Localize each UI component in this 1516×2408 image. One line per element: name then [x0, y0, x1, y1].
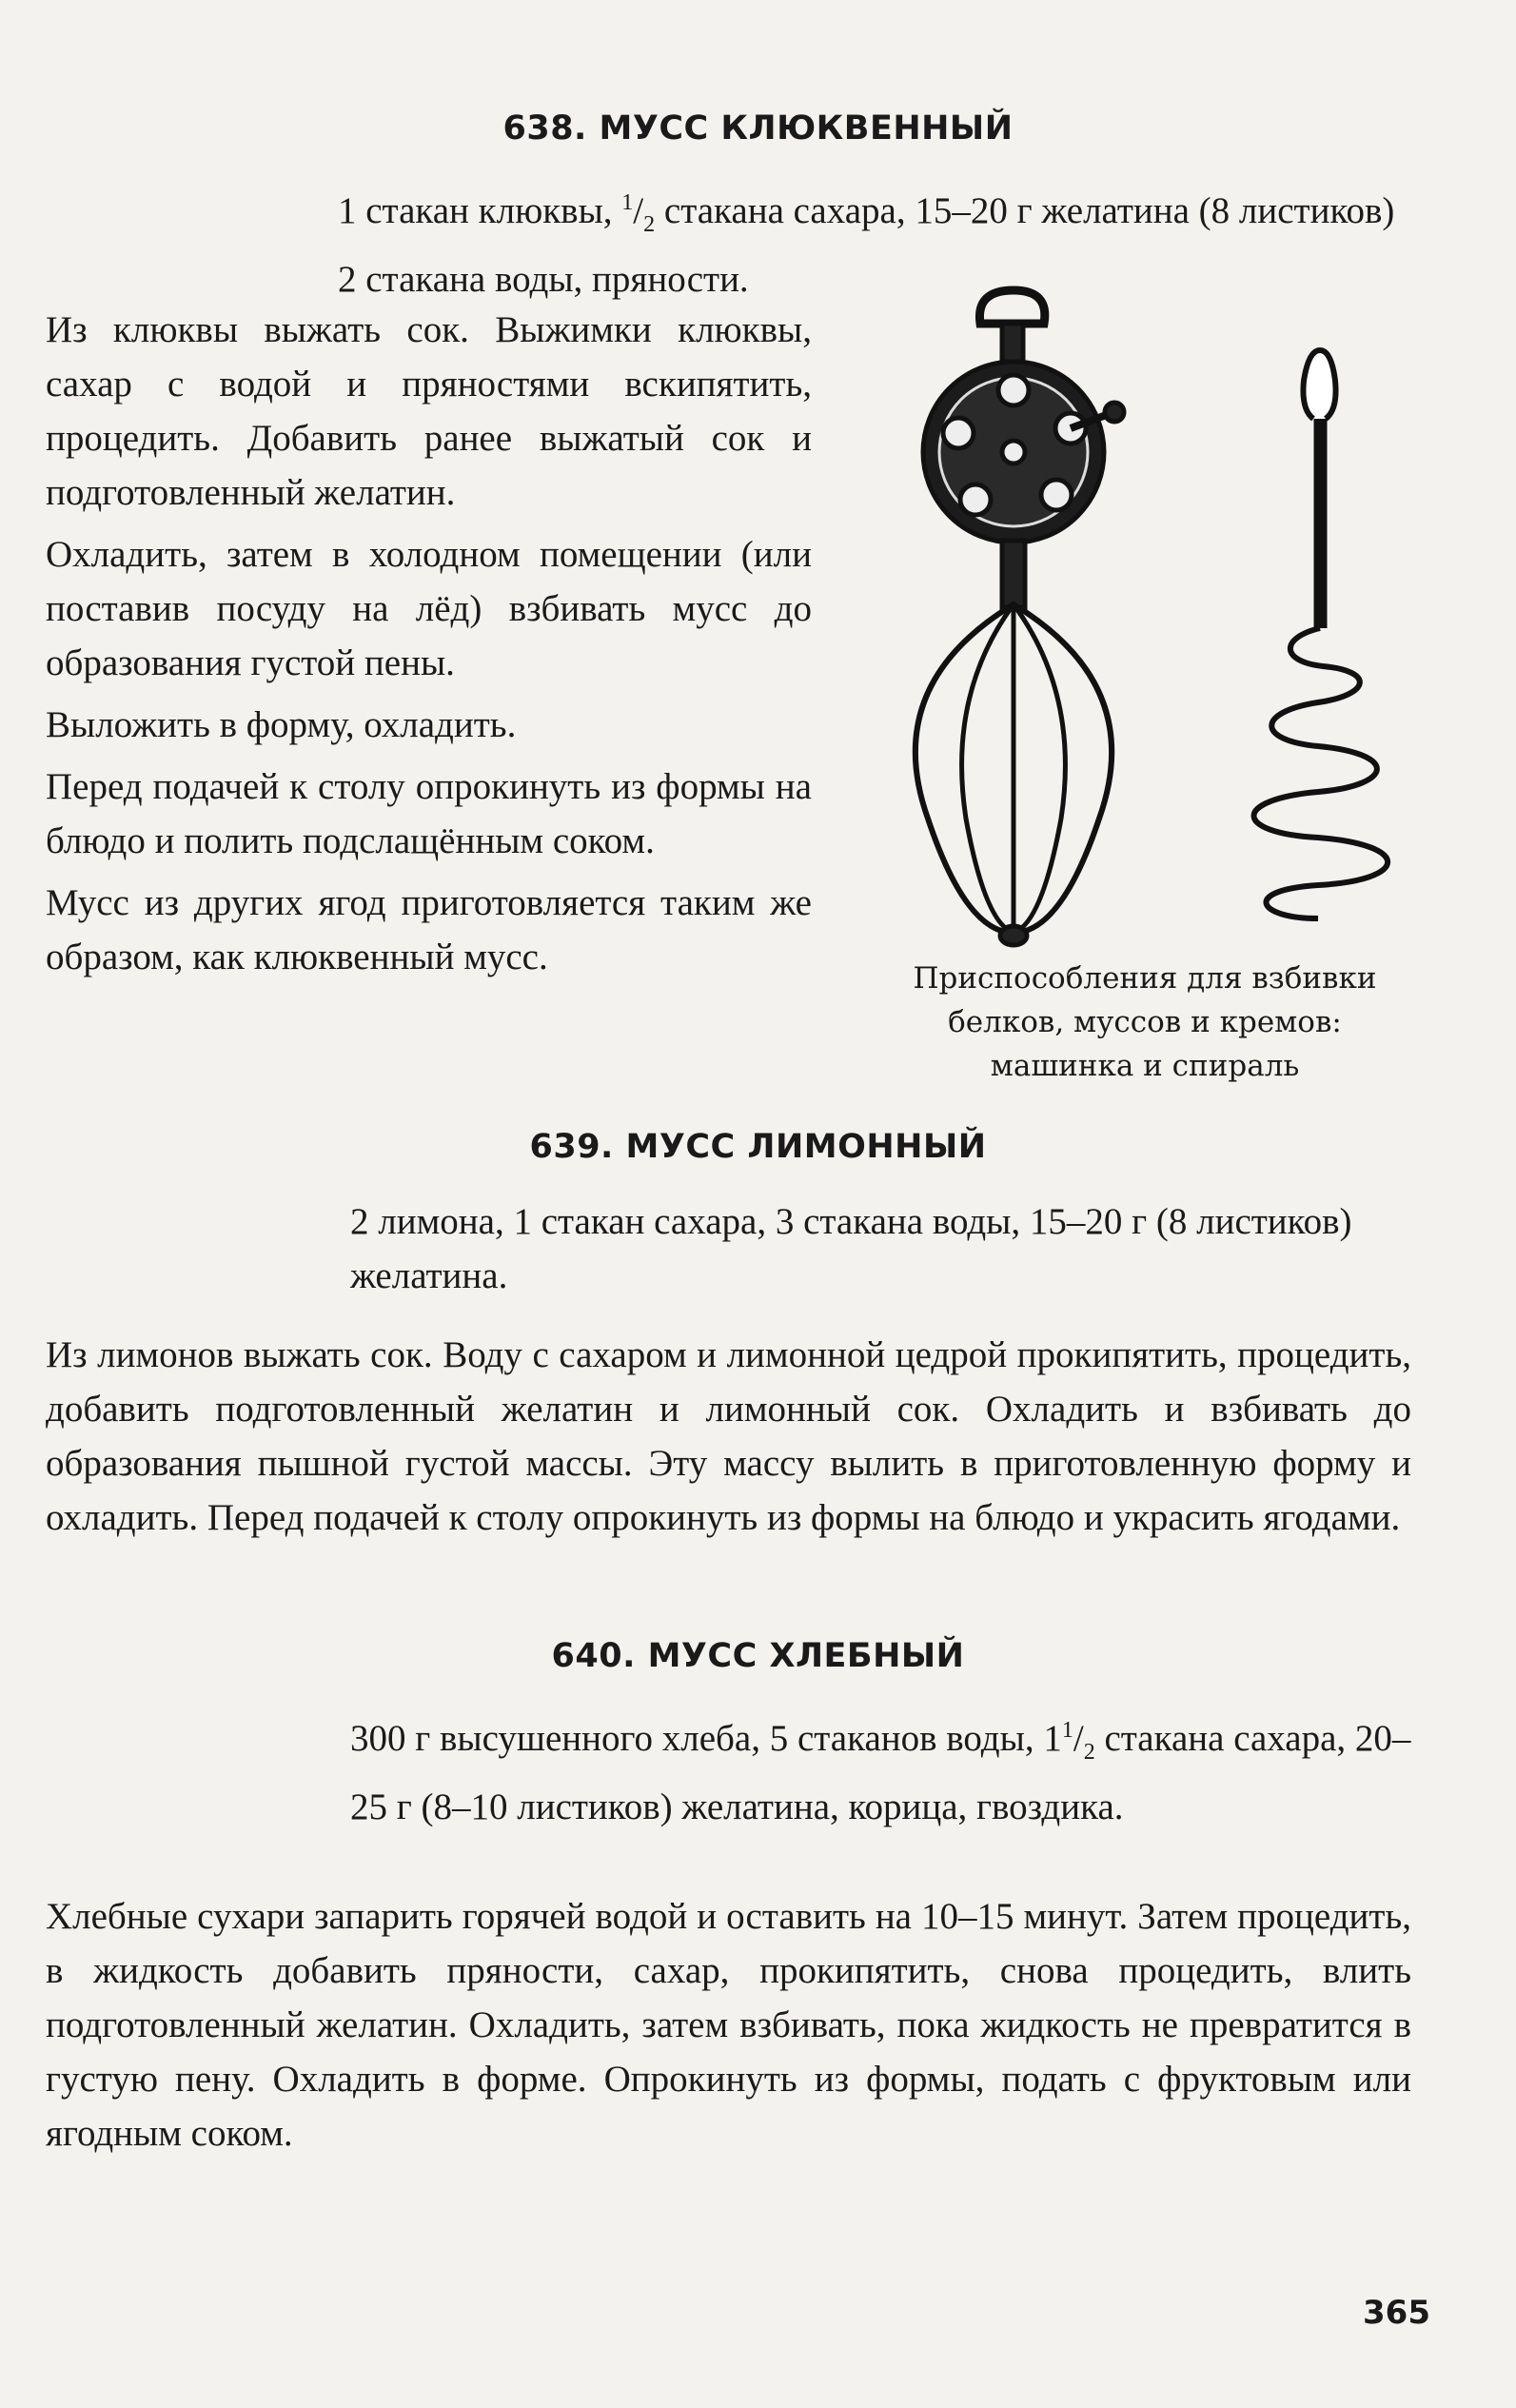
- spiral-whisk-icon: [1254, 350, 1388, 918]
- fraction-numerator: 1: [621, 190, 634, 215]
- recipe-639-title: 639. МУСС ЛИМОННЫЙ: [529, 1128, 987, 1166]
- fraction-numerator: 1: [1061, 1718, 1073, 1743]
- recipe-640-ingredients: 300 г высушенного хлеба, 5 стаканов воды, $1^1/_2$ стакана сахара, 20–25 г (8–10 листиков) желатина, корица, гвоздика.: [350, 1718, 1411, 1827]
- method-paragraph: Выложить в форму, охладить.: [46, 704, 517, 745]
- recipe-640-ingredients-part-b: стакана сахара, 20–25 г (8–10 листиков) желатина, корица, гвоздика.: [350, 1718, 1411, 1827]
- method-paragraph: Мусс из других ягод приготовляется таким же образом, как клюквенный мусс.: [46, 882, 812, 977]
- recipe-638-ingredients-part-a: 1 стакан клюквы,: [338, 190, 622, 231]
- recipe-638-ingredients: 1 стакан клюквы, $^1/_2$ стакана сахара, 15–20 г желатина (8 листиков) 2 стакана воды, пряности.: [338, 190, 1395, 300]
- recipe-640-title: 640. МУСС ХЛЕБНЫЙ: [551, 1637, 965, 1675]
- recipe-638-ingredients-part-b: стакана сахара, 15–20 г желатина (8 листиков) 2 стакана воды, пряности.: [338, 190, 1395, 300]
- whisk-illustration: [880, 286, 1413, 952]
- recipe-639-method: [46, 1328, 1411, 1545]
- fraction-denominator: 2: [643, 211, 656, 237]
- method-paragraph: Из лимонов выжать сок. Воду с сахаром и лимонной цедрой прокипятить, процедить, добавить подготовленный желатин и лимонный сок. Охладить и взбивать до образования пышной густой массы. Эту массу вылить в приготовленную форму и охладить. Перед подачей к столу опрокинуть из формы на блюдо и украсить ягодами.: [46, 1334, 1411, 1538]
- method-paragraph: Из клюквы выжать сок. Выжимки клюквы, сахар с водой и пряностями вскипятить, процедить. Добавить ранее выжатый сок и подготовленный желатин.: [46, 309, 812, 513]
- method-paragraph: Хлебные сухари запарить горячей водой и оставить на 10–15 минут. Затем процедить, в жидкость добавить пряности, сахар, прокипятить, снова процедить, влить подготовленный желатин. Охладить, затем взбивать, пока жидкость не превратится в густую пену. Охладить в форме. Опрокинуть из формы, подать с фруктовым или ягодным соком.: [46, 1896, 1411, 2154]
- rotary-beater-icon: [916, 290, 1124, 945]
- recipe-638-method: [46, 303, 812, 984]
- recipe-640-ingredients-part-a: 300 г высушенного хлеба, 5 стаканов воды, 1: [350, 1718, 1062, 1759]
- recipe-640-method: [46, 1889, 1411, 2161]
- method-paragraph: Перед подачей к столу опрокинуть из формы на блюдо и полить подслащённым соком.: [46, 766, 812, 861]
- fraction-denominator: 2: [1083, 1739, 1095, 1765]
- method-paragraph: Охладить, затем в холодном помещении (или поставив посуду на лёд) взбивать мусс до образования густой пены.: [46, 534, 812, 683]
- recipe-639-ingredients: 2 лимона, 1 стакан сахара, 3 стакана воды, 15–20 г (8 листиков) желатина.: [350, 1201, 1352, 1296]
- page-number: 365: [1363, 2294, 1430, 2332]
- recipe-638-title: 638. МУСС КЛЮКВЕННЫЙ: [502, 109, 1014, 148]
- figure-caption: Приспособления для взбивки белков, муссов и кремов: машинка и спираль: [913, 961, 1377, 1083]
